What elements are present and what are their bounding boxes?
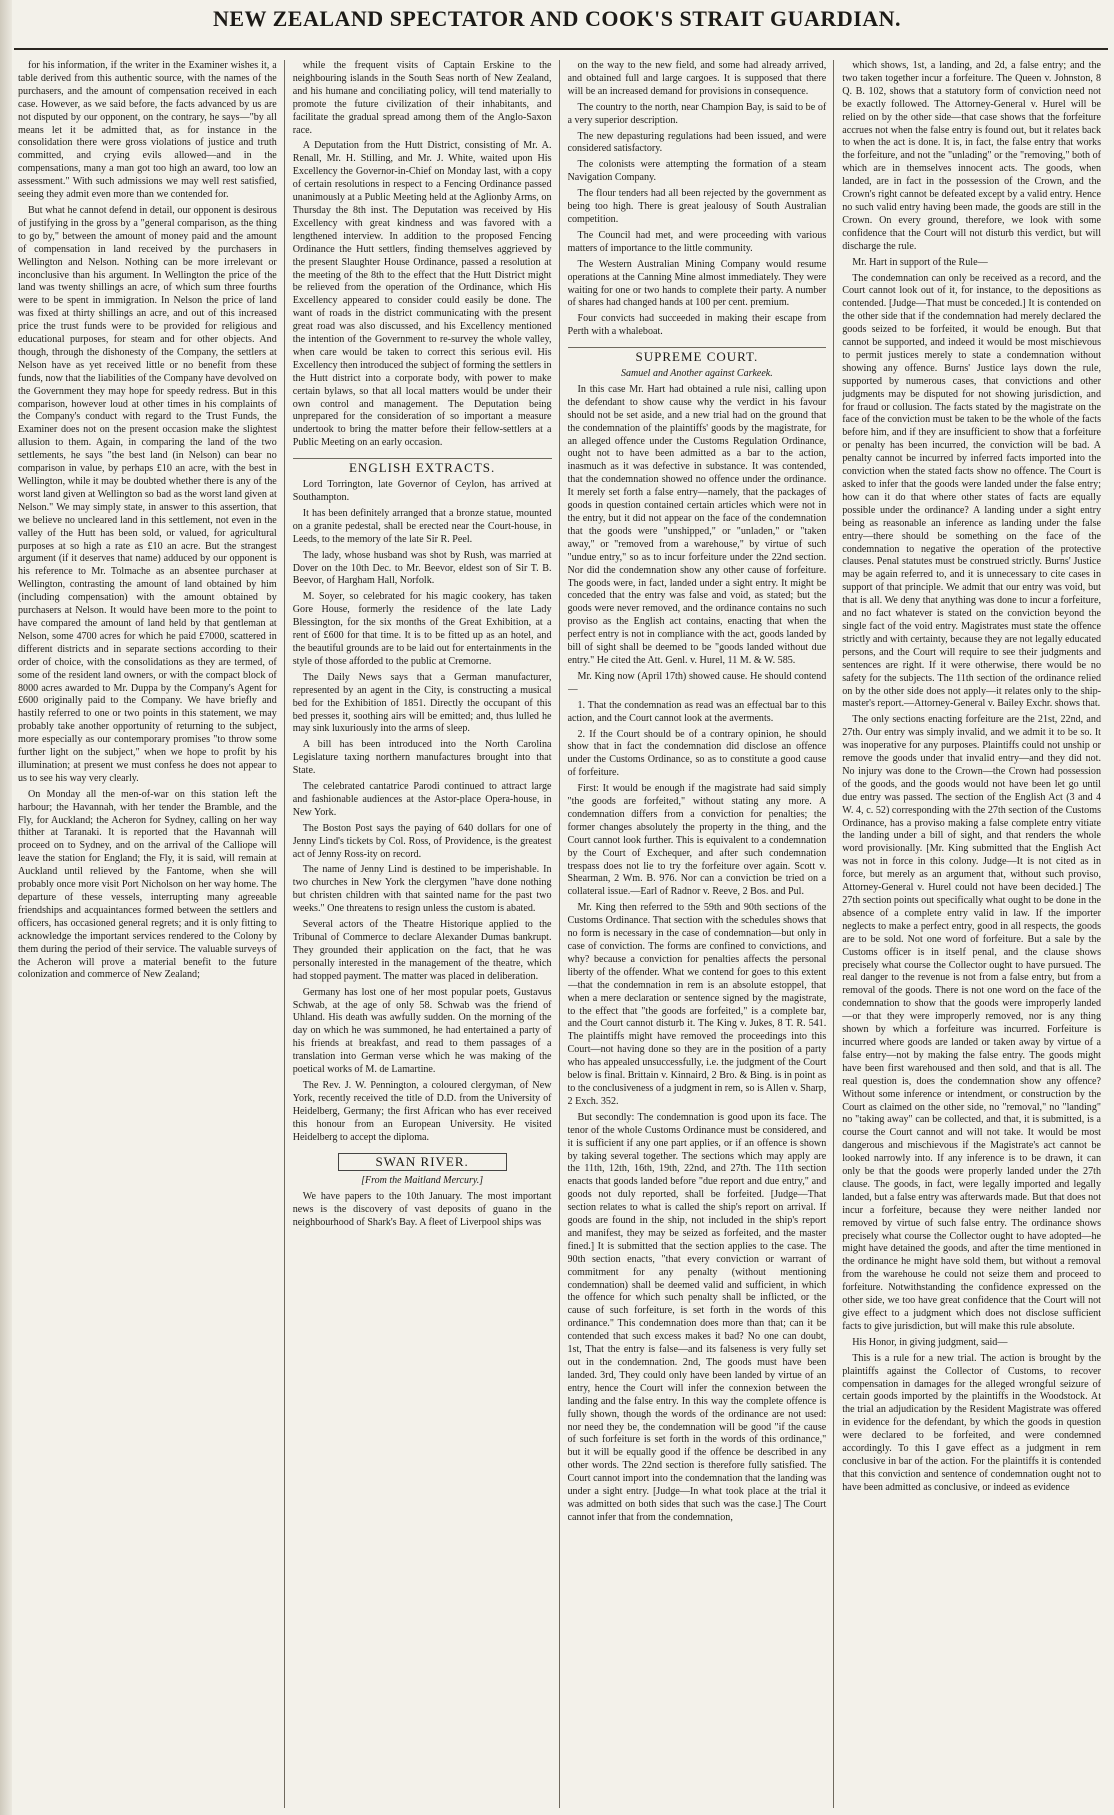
article-paragraph: Mr. King then referred to the 59th and 90th sections of the Customs Ordinance. That section with the schedules shows that no form is necessary in the case of condemnation—but only in case of conviction. The forms are confined to convictions, and why? because a conviction for penalties affects the personal liberty of the offender. What we contend for goes to this extent—that the condemnation in rem is an absolute estoppel, that when a mere declaration or sentence signed by the magistrate, to the effect that "the goods are forfeited," is a complete bar, and the Court cannot disturb it. The King v. Jukes, 8 T. R. 541. The plaintiffs might have removed the proceedings into this Court—not having done so they are in the position of a party who has appealed unsuccessfully, i.e. the judgment of the Court below is final. Brittain v. Kinnaird, 2 Bro. & Bing. is in point as to the conclusiveness of a judgment in rem, so is Allen v. Sharp, 2 Exch. 352. bbox=[567, 902, 827, 1107]
article-paragraph: The condemnation can only be received as a record, and the Court cannot look out of it, for instance, to the depositions as contended. [Judge—That must be conceded.] It is contended on the other side that if the condemnation had merely declared the goods seized to be forfeited, it would be enough. But that cannot be supported, and indeed it would be most mischievous to permit justices merely to state a condemnation without showing any offence. Burns' Justice lays down the rule, supported by numerous cases, that convictions and other judgments may be disputed for not showing jurisdiction, and for fraud or collusion. The facts stated by the magistrate on the face of the conviction must be taken to be the whole of the facts before him, and if they are insufficient to show that a forfeiture or penalty has been incurred, the conviction will be bad. A penalty cannot be incurred by inferred facts imported into the conviction when the stated facts show no offence. The Court is asked to infer that the goods were landed under the false entry; how can it do that where other states of facts are equally possible under the ordinance? A landing under a sight entry being as reasonable an inference as landing under the false entry—there should be something on the face of the condemnation to negative the operation of the protective clauses. Penal statutes must be construed strictly. Burns' Justice may be again referred to, and it is unnecessary to cite cases in support of that principle. We admit that our entry was void, but that is all. We deny that anything was done to incur a forfeiture, and no fact whatever is stated on the conviction beyond the single fact of the void entry. Magistrates must state the offence strictly and with certainty, because they are not legally educated persons, and the Court will require to see their judgments and sentences are right. If it were otherwise, there would be no safety for the subjects. The 11th section of the ordinance relied on by the other side does not apply—it relates only to the ship-master's report.—Attorney-General v. Bailey Exchr. shows that. bbox=[842, 272, 1101, 710]
article-paragraph: Germany has lost one of her most popular poets, Gustavus Schwab, at the age of only 58. Schwab was the friend of Uhland. His death was awfully sudden. On the morning of the day on which he was summoned, he had entertained a party of his friends at breakfast, and read to them passages of a translation into German verse which he was making of the poetical works of M. de Lamartine. bbox=[292, 986, 552, 1076]
article-paragraph: But what he cannot defend in detail, our opponent is desirous of justifying in the gross by a "general comparison, as the thing to go by," between the amount of money paid and the amount of compensation in land received by the purchasers in Wellington and Nelson. Nothing can be more irrelevant or inconclusive than his argument. In Wellington the price of the land was twenty shillings an acre, of which sum three fourths were to be spent in immigration. In Nelson the price of land was fixed at thirty shillings an acre, and out of this increased price the trust funds were to be provided for religious and educational purposes, for steam and for other objects. And though, through the dishonesty of the Company, the settlers at Nelson have as yet received little or no benefit from these funds, now that the liabilities of the Company have devolved on the Government they may hope for speedy redress. But in this comparison, however loud at other times in his complaints of the Company's conduct with regard to the Trust Funds, the Examiner does not on the present occasion make the slightest allusion to them. Again, in comparing the land of the two settlements, he says "the best land (in Nelson) can bear no comparison in value, by perhaps £10 an acre, with the best in Wellington, while it may be doubted whether there is any of the worst land given at Wellington so bad as the worst land given at Nelson." We may simply state, in answer to this assertion, that we believe no uncleared land in this settlement, not even in the valley of the Hutt has been sold, or valued, for agricultural purposes at so high a rate as £10 an acre. But the strangest argument (if it deserves that name) adduced by our opponent is his reference to Mr. Tolmache as an absentee purchaser at Wellington, contrasting the amount of land obtained by him (including compensation) with the amount obtained by purchasers at Nelson. It would have been more to the point to have compared the amount of land held by that gentleman at Nelson, some 4700 acres for which he paid £7000, scattered in different districts and in separate sections according to their order of choice, with the consolidations as they are termed, of some of the resident land owners, or with the compact block of 8000 acres awarded to Mr. Duppa by the Company's Agent for £600 originally paid to the Company. We have briefly and hastily referred to one or two points in this statement, we may probably take another opportunity of returning to the subject, more especially as our contemporary promises "to throw some further light on the subject," when we hope to profit by his illumination; at present we must confess he does not appear to us to see his way very clearly. bbox=[18, 204, 277, 784]
section-subheading: Samuel and Another against Carkeek. bbox=[621, 368, 773, 380]
article-paragraph: But secondly: The condemnation is good upon its face. The tenor of the whole Customs Ordinance must be considered, and it is sufficient if any one part applies, or if an offence is shown by taking several together. The sections which may apply are the 11th, 12th, 16th, 19th, 22nd, and 27th. The 11th section enacts that goods landed before "due report and due entry," and goods not duly reported, shall be forfeited. [Judge—That section relates to what is called the ship's report on arrival. If goods are found in the ship, not included in the ship's report and manifest, they may be seized as forfeited, and the master fined.] It is submitted that the section applies to the case. The 90th section enacts, "that every conviction or warrant of commitment for any penalty (without mentioning condemnation) shall be deemed valid and sufficient, in which the offence for which such penalty shall be inflicted, or the cause of such forfeiture, is set forth in the words of this ordinance." This condemnation does more than that; can it be contended that such excess makes it bad? No one can doubt, 1st, That the entry is false—and its falseness is very fully set out in the condemnation. 2nd, The goods must have been landed. 3rd, They could only have been landed by virtue of an entry, hence the Court will infer the connexion between the landing and the false entry. In this way the complete offence is fully shown, though the words of the ordinance are not used: nor need they be, the condemnation will be good "if the cause of such forfeiture is set forth in the words of this ordinance," but it will be equally good if the offence be described in any other words. The 22nd section is therefore fully satisfied. The Court cannot import into the condemnation that the landing was under a sight entry. [Judge—In what took place at the trial it was admitted on both sides that such was the case.] The Court cannot infer that from the condemnation, bbox=[567, 1111, 827, 1523]
article-paragraph: The Western Australian Mining Company would resume operations at the Canning Mine almost immediately. They were waiting for one or two hands to complete their party. A number of shares had changed hands at 100 per cent. premium. bbox=[567, 258, 827, 309]
article-paragraph: The flour tenders had all been rejected by the government as being too high. There is great jealousy of South Australian competition. bbox=[567, 188, 827, 225]
article-paragraph: 1. That the condemnation as read was an effectual bar to this action, and the Court cannot look at the averments. bbox=[567, 699, 827, 724]
section-heading: ENGLISH EXTRACTS. bbox=[293, 458, 552, 475]
article-paragraph: On Monday all the men-of-war on this station left the harbour; the Havannah, with her tender the Bramble, and the Fly, for Auckland; the Acheron for Sydney, calling on her way thither at Taranaki. It is reported that the Havannah will proceed on to Sydney, and on the arrival of the Calliope will leave the station for England; the Fly, it is said, will remain at Auckland until relieved by the Fantome, when she will probably once more visit Port Nicholson on her way home. The departure of these vessels, interrupting many agreeable friendships and acquaintances formed between the settlers and officers, has occasioned general regrets; and it is only fitting to acknowledge the important services rendered to the Colony by them during the period of their service. The valuable surveys of the Acheron will prove a material benefit to the future colonization and commerce of New Zealand; bbox=[18, 788, 277, 981]
article-paragraph: M. Soyer, so celebrated for his magic cookery, has taken Gore House, formerly the residence of the late Lady Blessington, for the six months of the Great Exhibition, at a rent of £600 for that time. It is to be fitted up as an hotel, and the beautiful grounds are to be laid out for entertainments in the style of those afforded to the public at Cremorne. bbox=[292, 591, 552, 667]
article-paragraph: Several actors of the Theatre Historique applied to the Tribunal of Commerce to declare Alexander Dumas bankrupt. They grounded their application on the fact, that he was personally interested in the management of the theatre, which had stopped payment. The matter was placed in deliberation. bbox=[292, 919, 552, 982]
article-paragraph: The name of Jenny Lind is destined to be imperishable. In two churches in New York the clergymen "have done nothing but christen children with that sainted name for the past two weeks." One threatens to resign unless the custom is abated. bbox=[292, 864, 552, 915]
article-paragraph: We have papers to the 10th January. The most important news is the discovery of vast deposits of guano in the neighbourhood of Shark's Bay. A fleet of Liverpool ships was bbox=[292, 1191, 552, 1229]
article-paragraph: The Boston Post says the paying of 640 dollars for one of Jenny Lind's tickets by Col. Ross, of Providence, is the greatest act of Jenny Ross-ity on record. bbox=[292, 822, 552, 860]
text-columns bbox=[18, 60, 1108, 1808]
article-paragraph: 2. If the Court should be of a contrary opinion, he should show that in fact the condemnation did disclose an offence under the Customs Ordinance, so as to constitute a good cause of forfeiture. bbox=[567, 728, 827, 779]
section-heading: SUPREME COURT. bbox=[568, 347, 827, 364]
article-paragraph: It has been definitely arranged that a bronze statue, mounted on a granite pedestal, shall be erected near the Court-house, in Leeds, to the memory of the late Sir R. Peel. bbox=[292, 507, 552, 545]
masthead-rule bbox=[14, 48, 1108, 50]
section-subheading: [From the Maitland Mercury.] bbox=[361, 1175, 484, 1187]
speaker-heading: Mr. Hart in support of the Rule— bbox=[852, 256, 988, 268]
section-heading: SWAN RIVER. bbox=[338, 1153, 507, 1172]
article-paragraph: A Deputation from the Hutt District, consisting of Mr. A. Renall, Mr. H. Stilling, and Mr. J. White, waited upon His Excellency the Governor-in-Chief on Monday last, with a copy of certain resolutions in respect to a Fencing Ordinance passed unanimously at a Public Meeting held at the Aglionby Arms, on Thursday the 8th inst. The Deputation was received by His Excellency with great kindness and was favored with a lengthened interview. In addition to the proposed Fencing Ordinance the Hutt settlers, finding themselves aggrieved by the present Slaughter House Ordinance, passed a resolution at the meeting of the 8th to the effect that the Hutt District might be relieved from the operation of the Ordinance, which His Excellency appeared to consider could easily be done. The want of roads in the district communicating with the present great road was also discussed, and his Excellency mentioned the intention of the Government to re-survey the whole valley, when care would be taken to correct this serious evil. His Excellency then introduced the subject of forming the settlers in the Hutt district into a corporate body, with power to make certain bylaws, so that all local matters would be under their own control and management. The Deputation being unprepared for the consideration of so important a measure undertook to bring the matter before their fellow-settlers at a Public Meeting on an early occasion. bbox=[292, 140, 552, 449]
article-paragraph: The country to the north, near Champion Bay, is said to be of a very superior description. bbox=[567, 101, 827, 126]
column-1 bbox=[18, 60, 285, 1808]
article-paragraph: which shows, 1st, a landing, and 2d, a false entry; and the two taken together incur a forfeiture. The Queen v. Johnston, 8 Q. B. 102, shows that a statutory form of conviction need not be exactly followed. The Attorney-General v. Hurel will be relied on by the other side—that case shows that the forfeiture accrues not when the false entry is found out, but it relates back to when the act is done. It is, in fact, the false entry that works the forfeiture, and not the "unlading" or the "removing," both of which are in themselves innocent acts. The goods, when landed, are in fact in the possession of the Crown, and the Crown's right cannot be defeated except by a valid entry. Hence no such valid entry having been made, the goods are still in the Crown. On every ground, therefore, we look with some confidence that the Court will not disturb this verdict, but will discharge the rule. bbox=[842, 60, 1101, 252]
article-paragraph: for his information, if the writer in the Examiner wishes it, a table derived from this authentic source, with the names of the purchasers, and the amount of compensation received in each case. However, as we said before, the facts advanced by us are not disputed by our opponent, on the contrary, he says—"by all means let it be admitted that, as for instance in the consolidation there were gross violations of justice and truth committed, and crying evils allowed—and in the compensations, many a man got too high an award, too low an assessment." With such admissions we may well rest satisfied, seeing they admit even more than we contended for. bbox=[18, 60, 277, 201]
binding-gutter bbox=[0, 0, 12, 1815]
article-paragraph: while the frequent visits of Captain Erskine to the neighbouring islands in the South Seas north of New Zealand, and his humane and conciliating policy, will tend materially to promote the future civilization of their inhabitants, and facilitate the gradual spread among them of the Anglo-Saxon race. bbox=[292, 60, 552, 136]
article-paragraph: Lord Torrington, late Governor of Ceylon, has arrived at Southampton. bbox=[292, 479, 552, 503]
article-paragraph: The Council had met, and were proceeding with various matters of importance to the little community. bbox=[567, 229, 827, 254]
article-paragraph: The Daily News says that a German manufacturer, represented by an agent in the City, is constructing a musical bed for the Exhibition of 1851. Directly the occupant of this bed presses it, soothing airs will be emitted; and, thus lulled he may sink luxuriously into the arms of sleep. bbox=[292, 671, 552, 735]
article-paragraph: on the way to the new field, and some had already arrived, and obtained full and large cargoes. It is supposed that there will be an increased demand for provisions in consequence. bbox=[567, 60, 827, 97]
article-paragraph: In this case Mr. Hart had obtained a rule nisi, calling upon the defendant to show cause why the verdict in his favour should not be set aside, and a new trial had on the ground that the condemnation of the plaintiffs' goods by the magistrate, for an alleged offence under the Customs Regulation Ordinance, ought not to have been admitted as a bar to the action, inasmuch as it was defective in substance. It was contended, that the condemnation showed no offence under the ordinance. It merely set forth a false entry—namely, that the packages of goods in question contained certain articles which were not in the entry, but it did not appear on the face of the condemnation that the goods were "unshipped," or "unladen," or "taken away," or "removed from a warehouse," by virtue of such "undue entry," so as to incur forfeiture under the 22nd section. Nor did the condemnation show any other cause of forfeiture. The goods were, in fact, landed under a sight entry. It might be conceded that the entry was false and void, as stated; but the goods were never removed, and the ordinance contains no such proviso as the English act contains, enacting that when the perfect entry is not in compliance with the act, goods landed by bill of sight shall be deemed to be "goods landed without due entry." He cited the Att. Genl. v. Hurel, 11 M. & W. 585. bbox=[567, 383, 827, 666]
article-paragraph: This is a rule for a new trial. The action is brought by the plaintiffs against the Collector of Customs, to recover compensation in damages for the alleged wrongful seizure of certain goods imported by the plaintiffs in the Woodstock. At the trial an adjudication by the Resident Magistrate was offered in evidence for the defendant, by which the goods in question were declared to be forfeited, and were condemned accordingly. To this I gave effect as a judgment in rem conclusive in bar of the action. For the plaintiffs it is contended that this conviction and sentence of condemnation ought not to have been admitted as conclusive, or indeed as evidence bbox=[842, 1352, 1101, 1493]
article-paragraph: Mr. King now (April 17th) showed cause. He should contend— bbox=[567, 670, 827, 695]
article-paragraph: The only sections enacting forfeiture are the 21st, 22nd, and 27th. Our entry was simply invalid, and we admit it to be so. It was inoperative for any purposes. Plaintiffs could not unship or remove the goods under that invalid entry—and they did not. No injury was done to the Crown—the Crown had possession of the goods, and the goods would not have been let go until due entry was passed. The section of the English Act (3 and 4 W. 4, c. 52) corresponding with the 27th section of the Customs Ordinance, has a proviso making a false complete entry vitiate the landing under a bill of sight, and that renders the whole word provisionally. [Mr. King submitted that the English Act was not in force in this colony. Judge—It is not cited as in force, but merely as an argument that, without such proviso, Attorney-General v. Hurel could not have been decided.] The 27th section points out specifically what ought to be done in the absence of a complete entry valid in law. If the importer neglects to make a perfect entry, good in all respects, the goods are to be sold. Not one word of forfeiture. But a sale by the Customs officer is in itself penal, and the clause shows precisely what course the Collector ought to have pursued. The real danger to the revenue is not from a false entry, but from a removal of the goods. There is not one word on the face of the condemnation to show that the goods were improperly landed—or that they were improperly removed, nor is any thing shown by which a forfeiture was incurred. Forfeiture is incurred where goods are landed or taken away by virtue of a false entry—not by making the false entry. The goods might have been first warehoused and then sold, and that is all. The real question is, does the condemnation show any offence? Without some inference or intendment, or construction by the Court as claimed on the other side, no "removal," no "landing" no "taking away" can be collected, and that, it is submitted, is a course the Court cannot and will not take. It would be most dangerous and mischievous if the Magistrate's act cannot be looked narrowly into. If any inference is to be drawn, it can only be that the goods were properly landed under the 27th clause. The goods, in fact, were legally imported and legally landed, but a false entry was afterwards made. But that does not incur a forfeiture, because they were neither landed nor removed by virtue of such false entry. The ordinance shows precisely what course the Collector ought to have adopted—he might have detained the goods, and after the time mentioned in the ordinance he might have sold them, but without a removal from the warehouse he could not seize them and proceed to forfeiture. Notwithstanding the confidence expressed on the other side, we too have great confidence that the Court will not give effect to a judgment which does not disclose sufficient facts to give jurisdiction, but will make this rule absolute. bbox=[842, 714, 1101, 1332]
article-paragraph: First: It would be enough if the magistrate had said simply "the goods are forfeited," without stating any more. A condemnation differs from a conviction for penalties; the former changes absolutely the property in the thing, and the Court cannot look further. This is equivalent to a condemnation by the Court of Exchequer, and after such condemnation trespass does not lie to try the forfeiture over again. Scott v. Shearman, 2 Wm. B. 976. Nor can a conviction be tried on a collateral issue.—Earl of Radnor v. Reeve, 2 Bos. and Pul. bbox=[567, 783, 827, 898]
article-paragraph: The Rev. J. W. Pennington, a coloured clergyman, of New York, recently received the title of D.D. from the University of Heidelberg, Germany; the first African who has ever received this honour from an European University. He visited Heidelberg to accept the diploma. bbox=[292, 1079, 552, 1143]
article-paragraph: The new depasturing regulations had been issued, and were considered satisfactory. bbox=[567, 130, 827, 155]
column-3 bbox=[568, 60, 835, 1808]
article-paragraph: The colonists were attempting the formation of a steam Navigation Company. bbox=[567, 159, 827, 184]
article-paragraph: Four convicts had succeeded in making their escape from Perth with a whaleboat. bbox=[567, 313, 827, 338]
article-paragraph: The celebrated cantatrice Parodi continued to attract large and fashionable audiences at the Astor-place Opera-house, in New York. bbox=[292, 781, 552, 818]
speaker-heading: His Honor, in giving judgment, said— bbox=[852, 1336, 1008, 1348]
masthead: NEW ZEALAND SPECTATOR AND COOK'S STRAIT GUARDIAN. bbox=[212, 6, 902, 31]
column-2 bbox=[293, 60, 560, 1808]
article-paragraph: The lady, whose husband was shot by Rush, was married at Dover on the 10th Dec. to Mr. Beevor, eldest son of Sir T. B. Beevor, of Hargham Hall, Norfolk. bbox=[292, 549, 552, 587]
article-paragraph: A bill has been introduced into the North Carolina Legislature taxing northern manufactures brought into that State. bbox=[292, 739, 552, 777]
column-4 bbox=[842, 60, 1108, 1808]
